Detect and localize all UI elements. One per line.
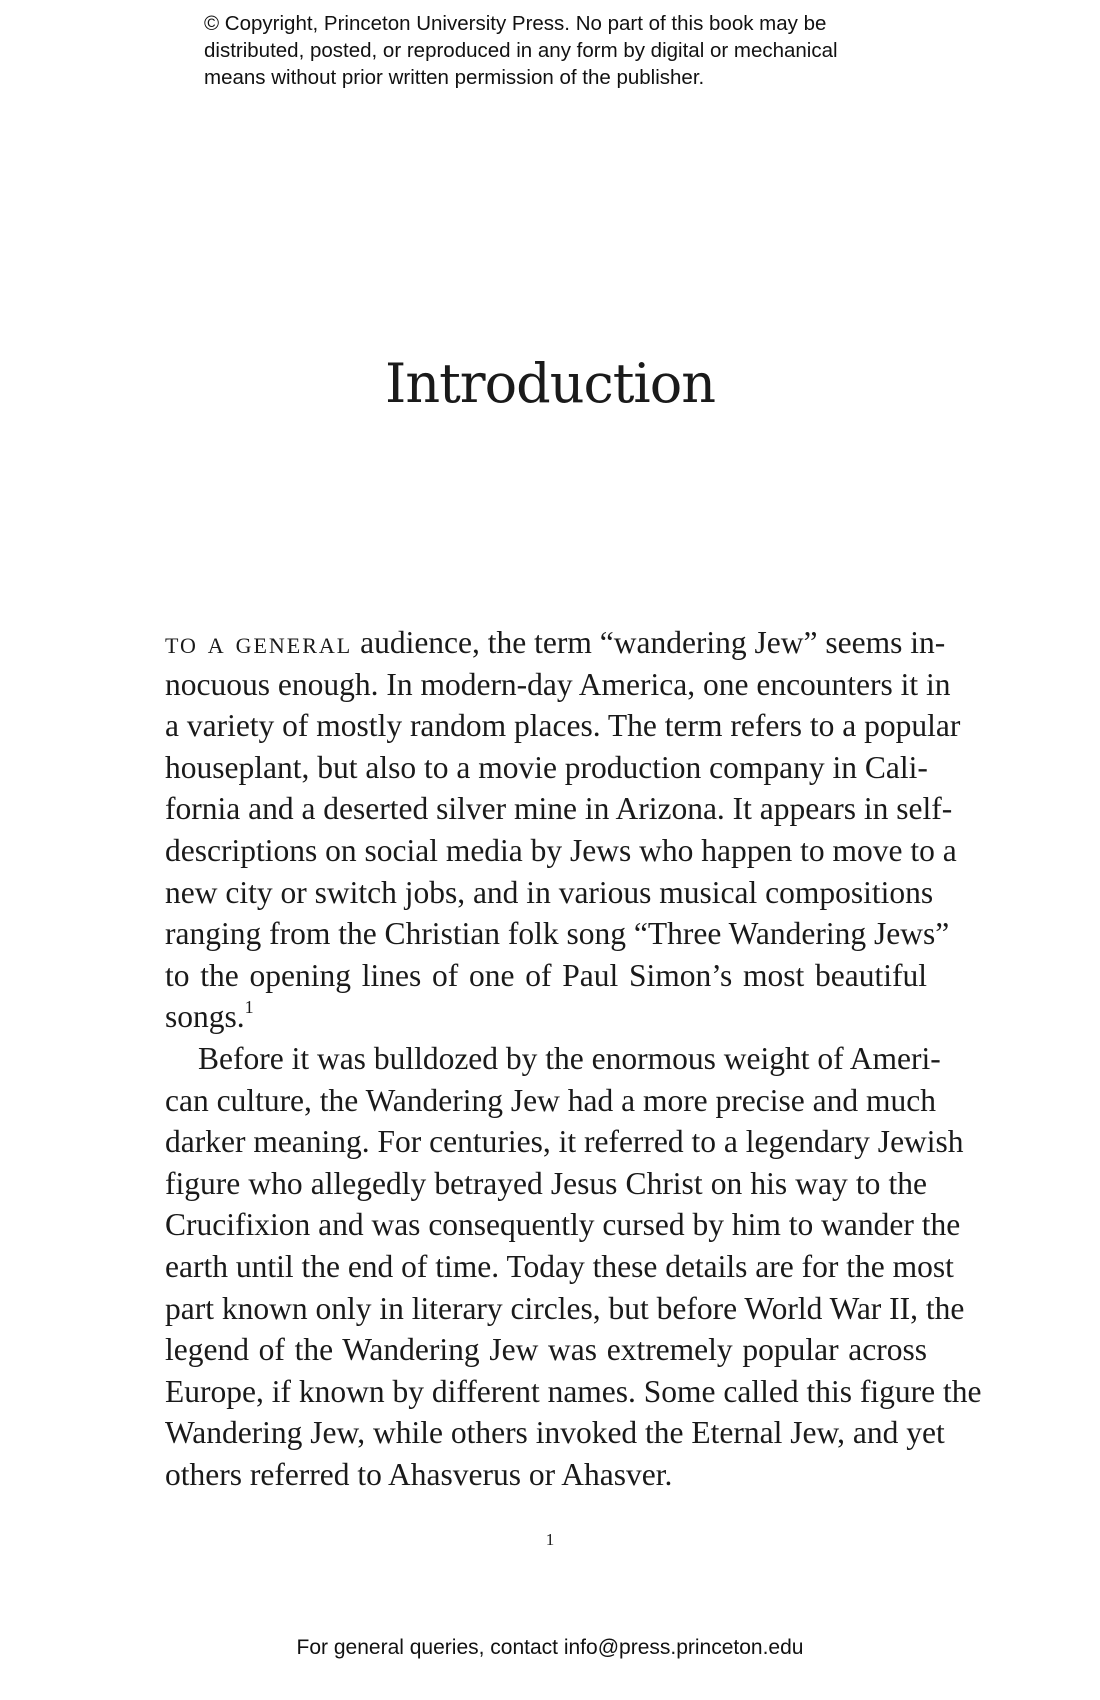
footer-contact: For general queries, contact info@press.princeton.edu [296,1636,804,1659]
text-line: to the opening lines of one of Paul Simon’s most beautiful [165,957,927,993]
text-line: houseplant, but also to a movie production company in Cali- [165,749,928,785]
paragraph-1 [165,622,961,1038]
text-line: legend of the Wandering Jew was extremely popular across [165,1332,927,1368]
chapter-title: Introduction [385,352,715,415]
text-line [165,622,946,664]
paragraph-2 [165,1038,982,1496]
text-line: descriptions on social media by Jews who happen to move to a [165,832,957,868]
text-line: Wandering Jew, while others invoked the Eternal Jew, and yet [165,1415,945,1451]
page-number: 1 [545,1530,555,1549]
copyright-line: distributed, posted, or reproduced in any form by digital or mechanical [204,39,838,62]
text-line: Europe, if known by different names. Some called this figure the [165,1373,982,1409]
text-line: fornia and a deserted silver mine in Arizona. It appears in self- [165,791,953,827]
text-line: earth until the end of time. Today these details are for the most [165,1248,954,1284]
text-line: figure who allegedly betrayed Jesus Christ on his way to the [165,1165,927,1201]
text-segment: audience, the term “wandering Jew” seems in- [352,625,946,660]
text-line: nocuous enough. In modern-day America, one encounters it in [165,666,951,702]
copyright-line: means without prior written permission of the publisher. [204,66,705,89]
text-line: a variety of mostly random places. The term refers to a popular [165,708,961,744]
text-line: Crucifixion and was consequently cursed by him to wander the [165,1207,961,1243]
lead-in-smallcaps: to a general [165,625,353,660]
text-line: darker meaning. For centuries, it referred to a legendary Jewish [165,1124,964,1160]
text-line: Before it was bulldozed by the enormous weight of Ameri- [198,1040,941,1076]
footnote-reference[interactable]: 1 [244,997,254,1018]
text-line: new city or switch jobs, and in various musical compositions [165,874,934,910]
text-line: ranging from the Christian folk song “Three Wandering Jews” [165,916,950,952]
copyright-line: © Copyright, Princeton University Press. No part of this book may be [204,12,827,35]
text-line: part known only in literary circles, but before World War II, the [165,1290,965,1326]
text-line: others referred to Ahasverus or Ahasver. [165,1456,673,1492]
text-line [165,996,927,1038]
text-line: can culture, the Wandering Jew had a more precise and much [165,1082,936,1118]
body-text [165,622,982,1495]
copyright-notice [204,10,924,91]
text-segment: songs. [165,999,245,1035]
